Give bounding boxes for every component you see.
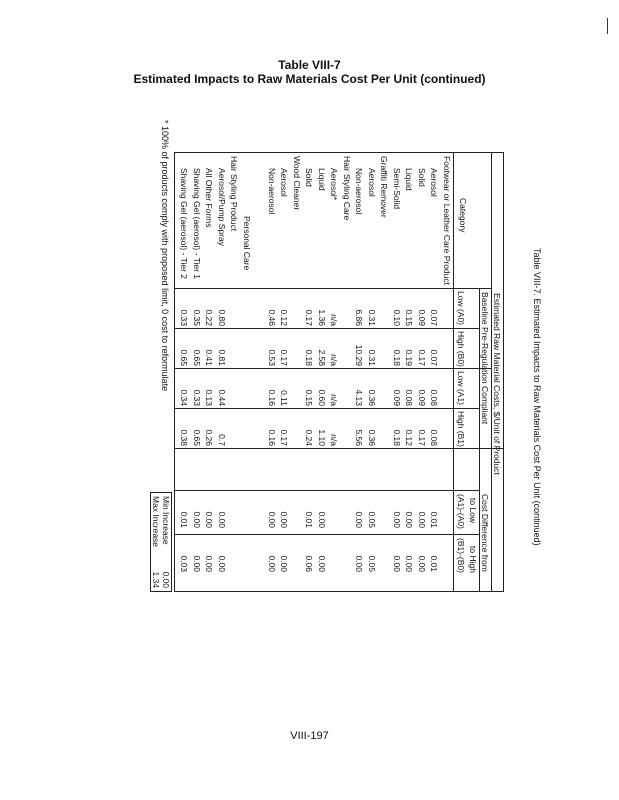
table-cell-a0 — [242, 290, 252, 326]
column-header-high-b0: High (B0) — [456, 331, 466, 367]
table-cell-a1 — [255, 370, 265, 406]
table-cell-b0 — [255, 330, 265, 366]
table-cell-a1: 0.11 — [279, 390, 290, 406]
table-row-category: Shaving Gel (aerosol) - Tier 1 — [192, 168, 202, 280]
header-group: Estimated Raw Material Costs, $/Unit of Product — [492, 293, 502, 475]
table-cell-a0: 1.36 — [317, 309, 327, 326]
page-subtitle: Estimated Impacts to Raw Materials Cost Per Unit (continued) — [133, 72, 486, 86]
max-increase-label: Max Increase — [151, 496, 161, 548]
table-cell-a1: n/a — [329, 394, 340, 406]
table-cell-dl — [342, 492, 352, 528]
column-divider — [174, 288, 492, 289]
table-cell-a0: 0.12 — [279, 309, 290, 326]
table-cell-dh — [230, 536, 240, 572]
column-header-diff-high: (B1)-(B0) — [456, 538, 466, 573]
table-cell-b1 — [230, 410, 240, 446]
table-cell-a1: 0.44 — [217, 389, 227, 406]
table-cell-a1 — [230, 370, 240, 406]
column-divider — [174, 534, 480, 535]
table-cell-a0 — [380, 290, 390, 326]
table-row-category: Footwear or Leather Care Product — [442, 156, 452, 285]
table-cell-dh: 0.00 — [192, 555, 202, 572]
table-cell-dh: 0.01 — [429, 555, 440, 572]
table-cell-dh — [330, 536, 340, 572]
table-row-category: Aerosol — [367, 168, 377, 197]
table-cell-b0 — [380, 330, 390, 366]
table-cell-a1: 0.15 — [304, 389, 315, 406]
table-row-category: Shaving Gel (aerosol) - Tier 2 — [179, 168, 190, 280]
table-cell-dl: 0.00 — [392, 511, 402, 528]
table-cell-a0 — [292, 290, 302, 326]
table-cell-a0: 0.15 — [404, 309, 415, 326]
table-row-category: All Other Forms — [204, 168, 215, 228]
rotated-table-region — [151, 118, 544, 643]
table-cell-b1: 0.16 — [267, 429, 277, 446]
table-cell-b0: 0.19 — [404, 349, 415, 366]
table-cell-b0 — [242, 330, 252, 366]
table-cell-b1: 1.10 — [317, 429, 327, 446]
table-cell-b1 — [380, 410, 390, 446]
table-cell-b1: 0.18 — [392, 429, 402, 446]
header-to-low: to Low — [468, 498, 478, 524]
table-row-category: Hair Styling Care — [342, 156, 352, 221]
table-cell-b1: 0.36 — [367, 429, 377, 446]
table-cell-a1: 0.08 — [404, 389, 415, 406]
table-cell-dl: 0.01 — [429, 511, 440, 528]
table-cell-b1: 0.38 — [179, 429, 190, 446]
table-cell-dl — [230, 492, 240, 528]
column-divider — [174, 490, 480, 491]
table-row-category: Hair Styling Product — [229, 156, 240, 232]
table-cell-b0 — [442, 330, 452, 366]
table-cell-a0: 6.86 — [354, 309, 365, 326]
table-cell-a0 — [230, 290, 240, 326]
table-cell-a1: 0.09 — [392, 389, 402, 406]
table-row-category: Aerosol/Pump Spray — [217, 168, 227, 246]
table-cell-a0 — [442, 290, 452, 326]
table-cell-dh: 0.03 — [179, 555, 190, 572]
min-increase-label: Min Increase — [161, 496, 171, 545]
table-cell-dl: 0.00 — [279, 511, 290, 528]
table-cell-a0: 0.07 — [429, 309, 440, 326]
table-cell-a0: 0.22 — [204, 309, 215, 326]
table-cell-dh — [380, 536, 390, 572]
table-cell-dh — [342, 536, 352, 572]
table-cell-dl: 0.01 — [179, 511, 190, 528]
table-cell-dl: 0.00 — [417, 511, 427, 528]
table-cell-b0: 0.17 — [417, 349, 427, 366]
table-row-category: Non-aerosol — [354, 168, 365, 215]
table-cell-dh: 0.00 — [354, 555, 365, 572]
header-to-high: to High — [468, 546, 478, 573]
table-cell-b1: 0.08 — [429, 429, 440, 446]
table-cell-dh: 0.00 — [279, 555, 290, 572]
column-divider — [174, 368, 492, 369]
table-cell-dl: 0.00 — [354, 511, 365, 528]
table-cell-dh: 0.06 — [304, 555, 315, 572]
table-cell-dh: 0.00 — [267, 555, 277, 572]
column-divider — [174, 408, 480, 409]
table-cell-b1: n/a — [329, 434, 340, 446]
table-cell-a1: 0.08 — [429, 389, 440, 406]
page-title: Table VIII-7 — [278, 58, 341, 72]
table-cell-dl: 0.00 — [404, 511, 415, 528]
column-header-low-a1: Low (A1) — [456, 371, 466, 406]
table-cell-a1: 0.09 — [417, 389, 427, 406]
column-header-high-b1: High (B1) — [456, 411, 466, 447]
table-cell-dl — [255, 492, 265, 528]
column-header-diff-low: (A1)-(A0) — [456, 494, 466, 529]
table-cell-dl: 0.00 — [267, 511, 277, 528]
table-cell-b1 — [242, 410, 252, 446]
table-cell-a1: 0.60 — [317, 389, 327, 406]
table-row-category: Aerosol — [279, 168, 290, 197]
table-cell-b0: 0.65 — [192, 349, 202, 366]
table-cell-b0: 2.58 — [317, 349, 327, 366]
table-cell-a1: 0.36 — [367, 389, 377, 406]
table-cell-a0: 0.17 — [304, 309, 315, 326]
table-cell-b0: 10.29 — [354, 344, 365, 366]
table-cell-b0: 0.81 — [217, 349, 227, 366]
column-header-low-a0: Low (A0) — [456, 291, 466, 326]
table-cell-a0: 0.35 — [192, 309, 202, 326]
table-cell-b1: 0.26 — [204, 429, 215, 446]
table-cell-a0: 0.10 — [392, 309, 402, 326]
table-cell-dh — [292, 536, 302, 572]
table-cell-dh: 0.05 — [367, 555, 377, 572]
table-cell-dh: 0.00 — [392, 555, 402, 572]
table-cell-a0: 0.31 — [367, 309, 377, 326]
header-divider — [453, 152, 454, 592]
table-cell-a1: 0.16 — [267, 389, 277, 406]
table-cell-dh: 0.00 — [417, 555, 427, 572]
table-cell-b0: 0.65 — [179, 349, 190, 366]
table-cell-dl — [442, 492, 452, 528]
table-cell-a0 — [255, 290, 265, 326]
table-row-category: Personal Care — [242, 216, 252, 271]
table-cell-b1: 5.56 — [354, 429, 365, 446]
table-cell-dl: 0.00 — [204, 511, 215, 528]
table-cell-b1: 0.12 — [404, 429, 415, 446]
table-cell-b0: 0.18 — [392, 349, 402, 366]
table-cell-b1: 0.17 — [279, 429, 290, 446]
table-cell-a0: 0.09 — [417, 309, 427, 326]
table-row-category: Semi-Solid — [392, 168, 402, 210]
table-caption: Table VIII-7. Estimated Impacts to Raw Materials Cost Per Unit (continued) — [532, 248, 542, 546]
table-cell-b0: 0.18 — [304, 349, 315, 366]
table-cell-b0: 0.31 — [367, 349, 377, 366]
table-cell-dl — [292, 492, 302, 528]
table-cell-b0 — [342, 330, 352, 366]
table-cell-a1 — [442, 370, 452, 406]
table-cell-dl: 0.01 — [304, 511, 315, 528]
header-cost-difference: Cost Difference from — [480, 494, 490, 572]
table-cell-a0: 0.80 — [217, 309, 227, 326]
page-number: VIII-197 — [290, 730, 329, 742]
header-baseline: Baseline Pre-Regulation — [480, 292, 490, 384]
table-cell-b0: 0.41 — [204, 349, 215, 366]
table-cell-dl: 0.00 — [317, 511, 327, 528]
table-row-category: Aerosol — [429, 168, 440, 197]
table-cell-b1 — [442, 410, 452, 446]
table-cell-a0 — [342, 290, 352, 326]
table-cell-b1 — [255, 410, 265, 446]
page-edge-mark — [607, 18, 608, 34]
table-cell-b1: 0.7 — [217, 434, 227, 446]
table-cell-a1: 0.33 — [192, 389, 202, 406]
table-cell-a0: 0.46 — [267, 309, 277, 326]
table-cell-b1: 0.17 — [417, 429, 427, 446]
table-cell-b1: 0.65 — [192, 429, 202, 446]
table-cell-dh: 0.00 — [204, 555, 215, 572]
table-cell-dl: 0.00 — [217, 511, 227, 528]
table-row-category: Graffiti Remover — [379, 156, 390, 218]
table-row-category: Wood Cleaner — [292, 156, 302, 211]
header-category: Category — [458, 198, 468, 233]
table-cell-b0: 0.53 — [267, 349, 277, 366]
header-compliant: Compliant — [480, 386, 490, 425]
table-cell-dh — [442, 536, 452, 572]
table-cell-b0: 0.17 — [279, 349, 290, 366]
table-cell-a1 — [380, 370, 390, 406]
table-cell-dl: 0.05 — [367, 511, 377, 528]
table-cell-dh: 0.00 — [217, 555, 227, 572]
table-cell-dh: 0.00 — [317, 555, 327, 572]
table-cell-b0: 0.07 — [429, 349, 440, 366]
max-increase-value: 1.34 — [151, 571, 161, 588]
table-footnote: * 100% of products comply with proposed limit, 0 cost to reformulate — [160, 120, 170, 392]
table-cell-b1 — [342, 410, 352, 446]
table-cell-a1: 0.34 — [179, 389, 190, 406]
table-cell-dl — [330, 492, 340, 528]
table-cell-b0 — [230, 330, 240, 366]
table-cell-dh — [242, 536, 252, 572]
table-row-category: Liquid — [317, 168, 327, 191]
column-divider — [174, 448, 504, 449]
table-row-category: Solid — [417, 168, 427, 187]
column-divider — [174, 328, 480, 329]
table-cell-a0: n/a — [329, 314, 340, 326]
table-cell-dl: 0.00 — [192, 511, 202, 528]
table-row-category: Liquid — [404, 168, 415, 191]
table-cell-b1 — [292, 410, 302, 446]
table-row-category: Solid — [304, 168, 315, 187]
table-cell-a1 — [242, 370, 252, 406]
table-cell-a1 — [342, 370, 352, 406]
table-cell-dh: 0.00 — [404, 555, 415, 572]
table-cell-a1: 0.13 — [204, 389, 215, 406]
table-row-category: Aerosol* — [329, 168, 340, 201]
table-cell-dl — [380, 492, 390, 528]
table-cell-a1 — [292, 370, 302, 406]
table-cell-dh — [255, 536, 265, 572]
min-increase-value: 0.00 — [161, 571, 171, 588]
table-cell-a1: 4.13 — [354, 389, 365, 406]
table-cell-b0 — [292, 330, 302, 366]
table-cell-b1: 0.24 — [304, 429, 315, 446]
table-cell-b0: n/a — [329, 354, 340, 366]
table-cell-a0: 0.33 — [179, 309, 190, 326]
table-row-category: Non-aerosol — [267, 168, 277, 215]
table-cell-dl — [242, 492, 252, 528]
